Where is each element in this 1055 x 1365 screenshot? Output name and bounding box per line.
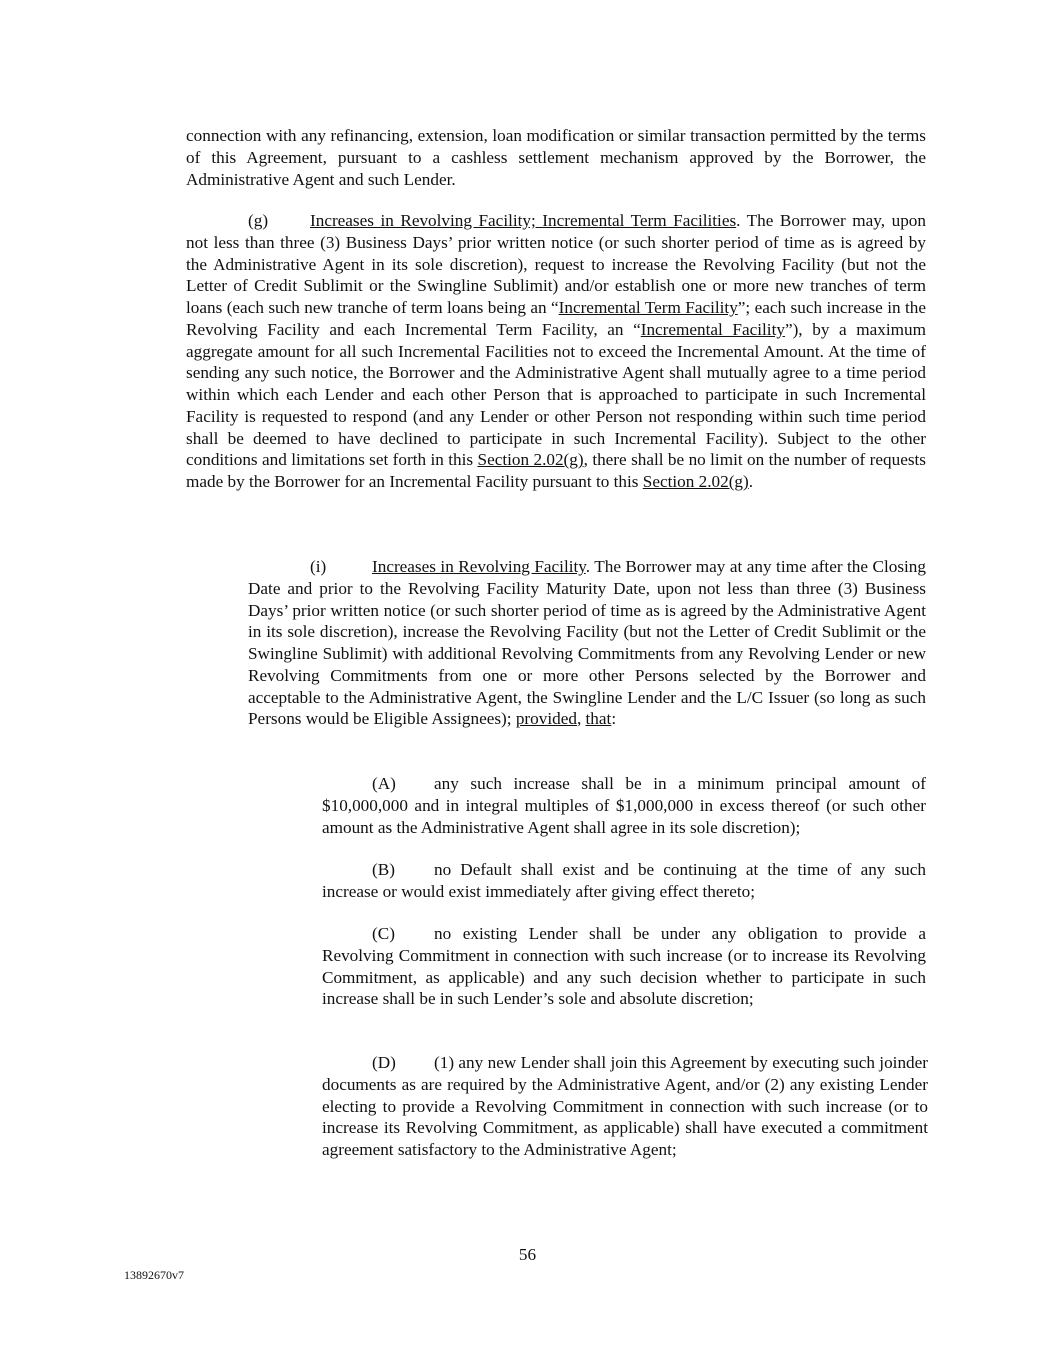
subclause-c-marker: (C) <box>372 924 395 943</box>
that-term: that <box>585 709 612 729</box>
clause-i-marker: (i) <box>310 557 327 576</box>
clause-i-paragraph <box>248 556 926 730</box>
section-g-marker: (g) <box>248 211 269 230</box>
section-reference-1: Section 2.02(g) <box>477 450 584 470</box>
section-g-text-3: ”), by a maximum aggregate amount for all such Incremental Facilities not to exceed the Incremental Amount. At the time of sending any such notice, the Borrower and the Administrative Agent shall mutually agree to a time period within which each Lender and each other Person that is approached to participate in such Incremental Facility is requested to respond (and any Lender or other Person not responding within such time period shall be deemed to have declined to participate in such Incremental Facility). Subject to the other conditions and limitations set forth in this <box>186 319 926 470</box>
provided-term: provided <box>515 709 577 729</box>
subclause-a-paragraph <box>322 773 926 838</box>
clause-i-comma: , <box>576 709 586 729</box>
section-reference-2: Section 2.02(g) <box>642 472 749 491</box>
clause-i-heading: Increases in Revolving Facility <box>372 557 586 576</box>
subclause-a-text: any such increase shall be in a minimum principal amount of $10,000,000 and in integral multiples of $1,000,000 in excess thereof (or such other amount as the Administrative Agent shall agree in its sole discretion); <box>322 774 926 837</box>
page-number: 56 <box>518 1245 537 1264</box>
subclause-c-paragraph <box>322 923 926 1010</box>
section-g-heading: Increases in Revolving Facility; Incremental Term Facilities <box>310 211 737 230</box>
section-g-text-2: ”; each such increase in the Revolving Facility and each Incremental Term Facility, an “ <box>186 298 926 339</box>
subclause-d-paragraph <box>322 1052 928 1161</box>
clause-i-text: . The Borrower may at any time after the Closing Date and prior to the Revolving Facility Maturity Date, upon not less than three (3) Business Days’ prior written notice (or such shorter period of time as is agreed by the Administrative Agent in its sole discretion), increase the Revolving Facility (but not the Letter of Credit Sublimit or the Swingline Sublimit) with additional Revolving Commitments from any Revolving Lender or new Revolving Commitments from one or more other Persons selected by the Borrower and acceptable to the Administrative Agent, the Swingline Lender and the L/C Issuer (so long as such Persons would be Eligible Assignees); <box>248 557 926 729</box>
subclause-b-paragraph <box>322 859 926 903</box>
document-id: 13892670v7 <box>124 1268 184 1282</box>
paragraph-continuation <box>186 125 926 190</box>
section-g-paragraph <box>186 210 926 493</box>
subclause-b-marker: (B) <box>372 860 395 879</box>
defined-term-incremental-facility: Incremental Facility <box>640 319 785 339</box>
clause-i-colon: : <box>611 709 617 729</box>
subclause-b-text: no Default shall exist and be continuing at the time of any such increase or would exist immediately after giving effect thereto; <box>322 860 926 901</box>
paragraph-continuation-text: connection with any refinancing, extension, loan modification or similar transaction permitted by the terms of this Agreement, pursuant to a cashless settlement mechanism approved by the Borrower, the Administrative Agent and such Lender. <box>186 126 926 189</box>
section-g-text-5: . <box>748 472 754 491</box>
subclause-d-marker: (D) <box>372 1053 396 1072</box>
subclause-a-marker: (A) <box>372 774 396 793</box>
subclause-c-text: no existing Lender shall be under any obligation to provide a Revolving Commitment in connection with such increase (or to increase its Revolving Commitment, as applicable) and any such decision whether to participate in such increase shall be in such Lender’s sole and absolute discretion; <box>322 924 926 1009</box>
section-g-text-1: . The Borrower may, upon not less than three (3) Business Days’ prior written notice (or such shorter period of time as is agreed by the Administrative Agent in its sole discretion), request to increase the Revolving Facility (but not the Letter of Credit Sublimit or the Swingline Sublimit) and/or establish one or more new tranches of term loans (each such new tranche of term loans being an “ <box>186 211 926 317</box>
section-g-text-4: , there shall be no limit on the number of requests made by the Borrower for an Incremental Facility pursuant to this <box>186 450 926 491</box>
defined-term-incremental-term-facility: Incremental Term Facility <box>558 298 738 317</box>
subclause-d-text: (1) any new Lender shall join this Agreement by executing such joinder documents as are required by the Administrative Agent, and/or (2) any existing Lender electing to provide a Revolving Commitment in connection with such increase (or to increase its Revolving Commitment, as applicable) shall have executed a commitment agreement satisfactory to the Administrative Agent; <box>322 1053 928 1159</box>
